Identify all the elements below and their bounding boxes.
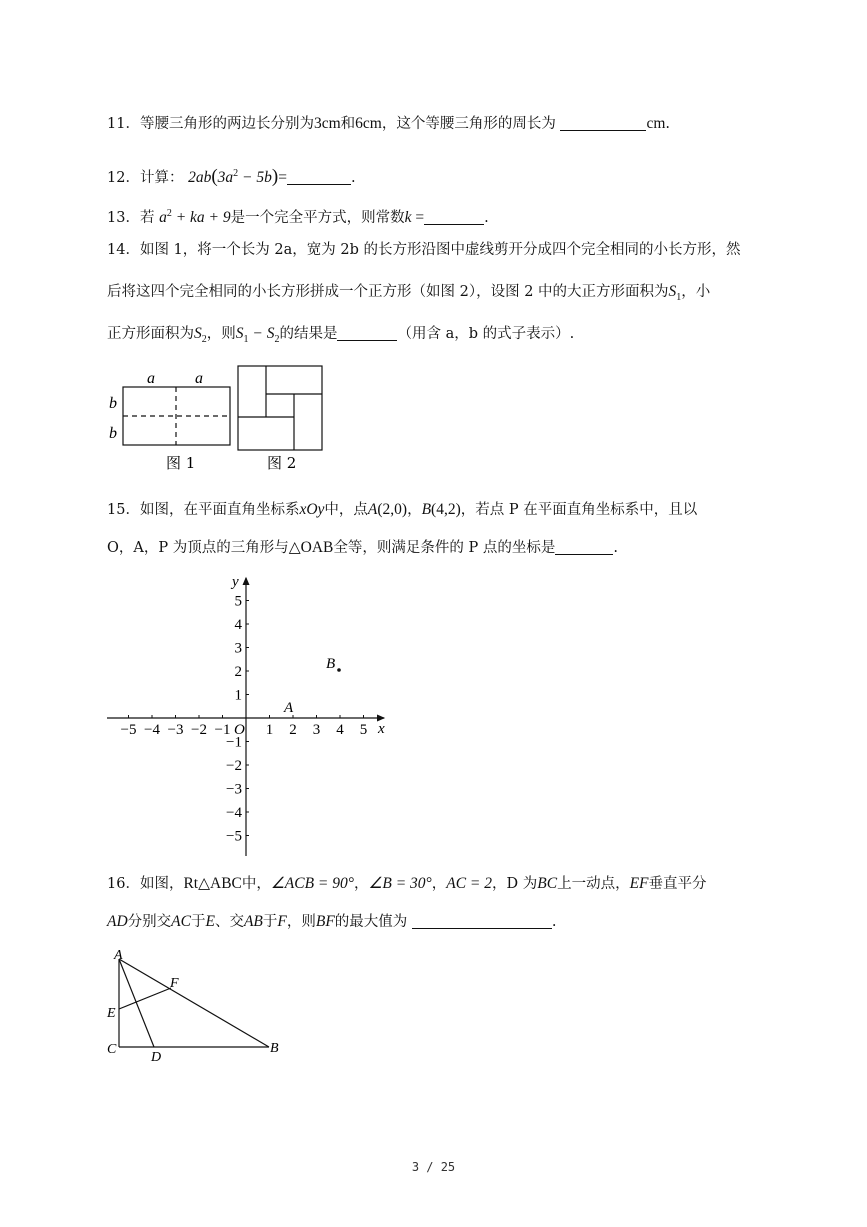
- q11-text-1: 等腰三角形的两边长分别为: [139, 116, 314, 132]
- y-tick-label: 3: [234, 640, 242, 657]
- y-tick-label: −1: [226, 734, 242, 751]
- q15-text-1: 如图，在平面直角坐标系: [139, 502, 300, 518]
- question-number: 16．: [107, 876, 140, 892]
- q14-text-3: ，小: [681, 284, 711, 300]
- q16-text-3: ，D 为: [492, 876, 538, 892]
- q16-f: F: [277, 913, 287, 930]
- q13-text-2: 是一个完全平方式，则常数: [230, 209, 405, 226]
- q16-e: E: [205, 913, 215, 930]
- question-15-line-2: [107, 538, 618, 558]
- q13-period: .: [484, 209, 489, 226]
- question-16-line-1: [107, 874, 707, 894]
- q15-triangle: △OAB: [288, 539, 334, 556]
- y-tick-label: −5: [226, 828, 242, 845]
- point-e-label: E: [107, 1006, 116, 1021]
- q14-text-6: 的结果是: [279, 326, 338, 342]
- question-14-line-2: [107, 282, 710, 308]
- q12-text: 计算：: [139, 169, 184, 186]
- q14-diff-s1-subscript: 1: [243, 333, 249, 345]
- q15-point-a: A: [367, 501, 378, 518]
- q14-text-2: 后将这四个完全相同的小长方形拼成一个正方形（如图 2），设图 2 中的大正方形面积为: [107, 284, 669, 300]
- x-tick-label: −2: [191, 722, 207, 738]
- q15-text-3: ，若点 P 在平面直角坐标系中，且以: [460, 502, 698, 518]
- answer-blank[interactable]: [555, 538, 613, 555]
- q12-expr-term-2: − 5b: [238, 168, 272, 186]
- y-tick-label: −4: [226, 805, 242, 821]
- q16-rt-triangle: Rt△ABC: [183, 875, 242, 892]
- q11-length-1: 3cm: [313, 115, 341, 132]
- q16-ac-length: AC = 2: [446, 875, 493, 892]
- q12-equals: =: [278, 168, 287, 186]
- question-11: [107, 114, 670, 134]
- point-b-dot: [337, 668, 341, 672]
- fig2-caption: 图 2: [267, 454, 297, 472]
- x-tick-label: 4: [336, 722, 344, 738]
- q15-comma: ，: [407, 502, 422, 518]
- question-number: 15．: [107, 502, 140, 518]
- q11-text-2: 和: [340, 116, 356, 132]
- point-f-label: F: [170, 976, 179, 991]
- q11-unit: cm: [646, 115, 666, 132]
- q14-s2: S: [194, 325, 202, 342]
- q16-angle-acb: ∠ACB = 90°: [270, 875, 354, 892]
- answer-blank[interactable]: [287, 168, 351, 185]
- q16-text-10: ，则: [286, 914, 316, 930]
- q14-figures: [100, 360, 340, 475]
- point-a-label: A: [284, 700, 294, 716]
- q15-text-4: O，A，P 为顶点的三角形与: [107, 540, 289, 556]
- answer-blank[interactable]: [560, 114, 646, 131]
- y-tick-label: 5: [234, 593, 242, 610]
- x-tick-label: 5: [359, 722, 368, 738]
- y-tick-label: 1: [234, 687, 242, 704]
- q16-text-2: 中，: [241, 876, 271, 892]
- q16-text-5: 垂直平分: [648, 876, 707, 892]
- figure-2: [238, 366, 322, 472]
- segment-ef: [119, 988, 171, 1009]
- q16-text-8: 、交: [214, 914, 244, 930]
- answer-blank[interactable]: [424, 208, 484, 225]
- x-tick-label: −5: [120, 722, 137, 738]
- q16-comma: ，: [353, 876, 369, 892]
- vertex-a-label: A: [114, 948, 123, 963]
- q12-open-paren: (: [211, 165, 218, 187]
- q16-bc: BC: [537, 875, 558, 892]
- q16-text-11: 的最大值为: [334, 914, 408, 930]
- question-number: 14．: [107, 242, 140, 258]
- question-14-line-1: [107, 240, 741, 260]
- x-tick-label: −1: [214, 722, 231, 738]
- q14-diff-s2: − S: [248, 325, 275, 342]
- q16-ab: AB: [243, 913, 263, 930]
- x-tick-label: −4: [144, 722, 160, 738]
- q15-xoy: xOy: [299, 501, 325, 518]
- q12-close-paren: ): [271, 165, 279, 187]
- q11-text-3: ，这个等腰三角形的周长为: [381, 116, 556, 132]
- q14-s1-subscript: 1: [676, 291, 682, 303]
- y-axis-label: y: [232, 574, 239, 590]
- q16-bf: BF: [315, 913, 335, 930]
- q12-expr-factor: 2ab: [188, 168, 212, 186]
- q11-length-2: 6cm: [355, 115, 382, 132]
- fig1-label-b1: b: [109, 395, 117, 412]
- fig2-outer-square: [238, 366, 322, 450]
- q12-period: .: [350, 169, 356, 186]
- y-tick-label: 4: [234, 617, 242, 633]
- segment-ad: [119, 959, 154, 1047]
- q16-comma: ，: [431, 876, 447, 892]
- q16-ad: AD: [107, 913, 128, 930]
- q15-text-5: 全等，则满足条件的 P 点的坐标是: [333, 540, 556, 556]
- question-15-line-1: [107, 500, 697, 520]
- question-12: [107, 164, 356, 188]
- q16-ac: AC: [171, 913, 191, 930]
- question-14-line-3: [107, 324, 574, 350]
- question-13: [107, 204, 489, 228]
- origin-label: O: [234, 722, 245, 738]
- answer-blank[interactable]: [337, 324, 397, 341]
- question-number: 13．: [107, 209, 140, 226]
- vertex-c-label: C: [107, 1042, 117, 1057]
- question-number: 12．: [107, 169, 140, 186]
- q15-period: .: [613, 540, 618, 556]
- question-16-line-2: [107, 912, 557, 932]
- y-tick-label: −3: [226, 781, 242, 798]
- fig1-label-a2: a: [195, 370, 203, 387]
- q14-text-1: 如图 1，将一个长为 2a，宽为 2b 的长方形沿图中虚线剪开分成四个完全相同的小长方形，然: [139, 242, 741, 258]
- y-tick-label: 2: [234, 664, 242, 680]
- q14-diff-s2-subscript: 2: [274, 333, 280, 345]
- page-number: 3 / 25: [411, 1160, 456, 1174]
- q14-s1: S: [668, 283, 677, 300]
- q14-s2-subscript: 2: [201, 333, 207, 345]
- answer-blank[interactable]: [412, 912, 552, 929]
- q16-period: .: [551, 914, 557, 930]
- point-b-label: B: [326, 656, 336, 672]
- x-tick-label: 2: [289, 722, 297, 738]
- q16-text-6: 分别交: [127, 914, 172, 930]
- q16-angle-b: ∠B = 30°: [368, 875, 432, 892]
- q14-diff-s1: S: [235, 325, 244, 342]
- q13-exponent: 2: [166, 208, 172, 219]
- q13-expr-rest: + ka + 9: [171, 208, 231, 226]
- triangle-figure: [100, 945, 300, 1065]
- q16-text-9: 于: [262, 914, 278, 930]
- question-number: 11．: [107, 116, 140, 132]
- fig1-caption: 图 1: [166, 454, 196, 472]
- segment-ab: [119, 959, 269, 1047]
- q12-exponent: 2: [233, 168, 239, 179]
- y-tick-label: −2: [226, 758, 242, 774]
- x-axis-label: x: [378, 721, 385, 737]
- x-tick-label: −3: [167, 722, 184, 738]
- q15-point-b-coord: (4,2): [431, 501, 461, 518]
- point-d-label: D: [151, 1050, 162, 1065]
- q13-k: k: [404, 208, 412, 226]
- q14-text-5: ，则: [206, 326, 236, 342]
- fig1-label-b2: b: [109, 425, 117, 442]
- q13-expr-base: a: [159, 208, 167, 226]
- q14-text-7: （用含 a，b 的式子表示）.: [397, 326, 575, 342]
- q15-point-b: B: [421, 501, 432, 518]
- x-tick-label: 1: [265, 722, 274, 738]
- q15-point-a-coord: (2,0): [377, 501, 408, 518]
- q16-text-1: 如图，: [139, 876, 184, 892]
- q11-period: .: [665, 116, 670, 132]
- q16-ef: EF: [629, 875, 649, 892]
- q13-text-1: 若: [139, 209, 155, 226]
- q16-text-4: 上一动点，: [557, 876, 630, 892]
- coordinate-graph: [100, 570, 400, 860]
- fig1-label-a1: a: [147, 370, 155, 387]
- q14-text-4: 正方形面积为: [107, 326, 194, 342]
- figure-1: [109, 370, 230, 472]
- q12-expr-term: 3a: [217, 168, 234, 186]
- q16-text-7: 于: [190, 914, 206, 930]
- q13-equals: =: [411, 208, 425, 226]
- vertex-b-label: B: [270, 1041, 279, 1056]
- q15-text-2: 中，点: [324, 502, 368, 518]
- x-tick-label: 3: [312, 722, 321, 738]
